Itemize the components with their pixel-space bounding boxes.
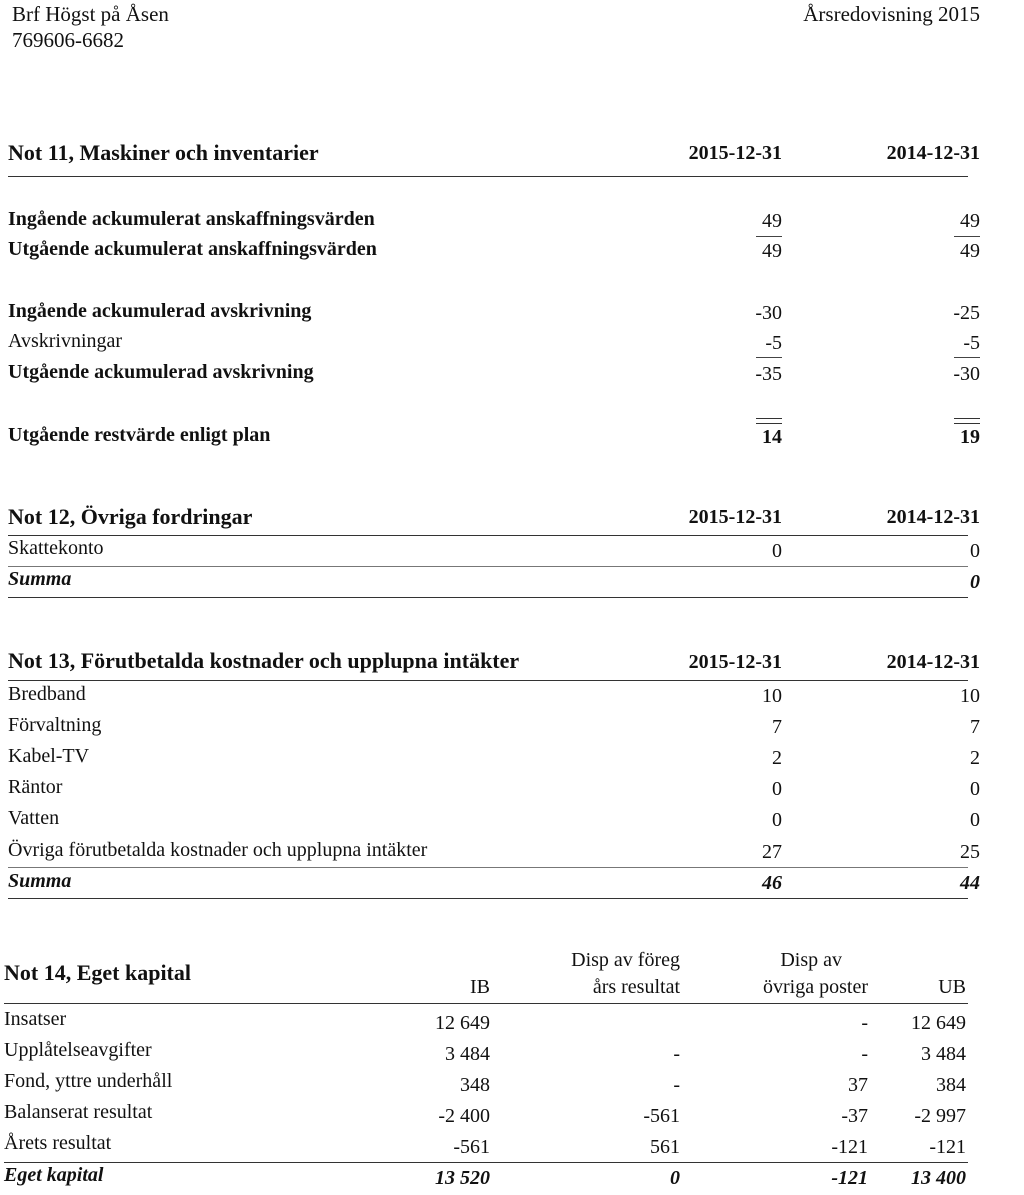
note-12-summa-label: Summa [8,568,72,590]
note-14-col-disp1-line1: Disp av föreg [571,949,680,971]
note-14-total-disp1: 0 [670,1167,680,1189]
note-14-title: Not 14, Eget kapital [4,960,191,985]
note-13-row-value-2014: 25 [960,841,980,863]
note-14-col-disp2-line2: övriga poster [763,976,868,998]
note-11-row-label: Ingående ackumulerat anskaffningsvärden [8,208,375,230]
org-name: Brf Högst på Åsen [12,2,169,26]
note-14-row-ub: -2 997 [914,1105,966,1127]
note-14-row-disp1: 561 [650,1136,680,1158]
note-13-row-label: Övriga förutbetalda kostnader och upplupna intäkter [8,839,428,861]
double-rule [756,418,782,424]
note-13-row-value-2014: 2 [970,747,980,769]
note-12-row-label: Skattekonto [8,537,104,559]
subtotal-rule [954,357,980,358]
note-11-row-value-2015: 14 [762,426,782,448]
note-14-total-label: Eget kapital [4,1164,104,1186]
note-13-col-2014: 2014-12-31 [886,651,980,673]
note-11-row-label: Utgående ackumulerad avskrivning [8,361,314,383]
note-14-col-ub: UB [938,976,966,998]
note-13-row-label: Räntor [8,776,63,798]
note-13-col-2015: 2015-12-31 [688,651,782,673]
note-12-title: Not 12, Övriga fordringar [8,504,253,529]
note-13-row-label: Förvaltning [8,714,102,736]
note-13-row-value-2015: 7 [772,716,782,738]
note-11-row-value-2015: 49 [762,210,782,232]
note-14-row-ub: 3 484 [921,1043,966,1065]
note-12-header-rule [8,535,968,536]
note-11-title: Not 11, Maskiner och inventarier [8,140,319,165]
note-14-total-ib: 13 520 [435,1167,490,1189]
note-11-row-value-2014: 49 [960,240,980,262]
note-13-row-value-2015: 10 [762,685,782,707]
org-number: 769606-6682 [12,28,124,52]
note-11-row-label: Utgående ackumulerat anskaffningsvärden [8,238,377,260]
note-13-row-value-2015: 0 [772,809,782,831]
note-14-row-label: Balanserat resultat [4,1101,153,1123]
row-rule [8,566,968,567]
note-13-row-value-2014: 0 [970,809,980,831]
note-13-row-value-2014: 7 [970,716,980,738]
note-14-row-disp2: -37 [841,1105,868,1127]
note-11-row-label: Utgående restvärde enligt plan [8,424,271,446]
note-14-row-ub: -121 [929,1136,966,1158]
note-11-row-value-2014: 49 [960,210,980,232]
note-13-row-value-2015: 2 [772,747,782,769]
note-14-total-disp2: -121 [831,1167,868,1189]
subtotal-rule [756,357,782,358]
note-11-header-rule [8,176,968,177]
note-14-col-disp1-line2: års resultat [592,976,680,998]
note-11-row-value-2014: -25 [953,302,980,324]
note-11-row-value-2015: -5 [765,332,782,354]
note-12-row-value-2014: 0 [970,540,980,562]
note-11-row-value-2014: 19 [960,426,980,448]
subtotal-rule [756,236,782,237]
note-13-row-label: Vatten [8,807,60,829]
note-14-row-disp1: - [673,1074,680,1096]
note-14-row-disp1: -561 [643,1105,680,1127]
note-14-row-label: Insatser [4,1008,67,1030]
note-11-col-2014: 2014-12-31 [886,142,980,164]
note-14-row-disp2: - [861,1012,868,1034]
note-11-row-label: Avskrivningar [8,330,123,352]
note-13-header-rule [8,680,968,681]
row-rule [8,867,968,868]
note-14-row-label: Årets resultat [4,1132,112,1154]
note-14-row-ib: 3 484 [445,1043,490,1065]
note-14-row-ib: -561 [453,1136,490,1158]
note-13-bottom-rule [8,898,968,899]
doc-title: Årsredovisning 2015 [803,2,980,26]
note-14-row-label: Fond, yttre underhåll [4,1070,173,1092]
note-13-title: Not 13, Förutbetalda kostnader och upplupna intäkter [8,648,520,673]
note-13-summa-2014: 44 [960,872,980,894]
note-12-bottom-rule [8,597,968,598]
note-12-summa-2014: 0 [970,571,980,593]
note-14-row-disp2: 37 [848,1074,868,1096]
note-14-row-ib: 12 649 [435,1012,490,1034]
note-11-row-value-2015: -30 [755,302,782,324]
note-13-summa-label: Summa [8,870,72,892]
note-11-row-value-2015: 49 [762,240,782,262]
double-rule [954,418,980,424]
note-14-row-ib: 348 [460,1074,490,1096]
note-12-row-value-2015: 0 [772,540,782,562]
note-14-row-disp2: -121 [831,1136,868,1158]
note-14-row-ib: -2 400 [438,1105,490,1127]
note-13-row-value-2014: 10 [960,685,980,707]
note-14-row-ub: 12 649 [911,1012,966,1034]
note-11-row-label: Ingående ackumulerad avskrivning [8,300,312,322]
note-14-row-ub: 384 [936,1074,966,1096]
note-13-row-label: Bredband [8,683,86,705]
note-14-row-disp1: - [673,1043,680,1065]
note-11-row-value-2015: -35 [755,363,782,385]
note-12-col-2014: 2014-12-31 [886,506,980,528]
note-11-row-value-2014: -5 [963,332,980,354]
note-12-col-2015: 2015-12-31 [688,506,782,528]
note-14-col-disp2-line1: Disp av [780,949,842,971]
note-13-row-label: Kabel-TV [8,745,90,767]
note-11-col-2015: 2015-12-31 [688,142,782,164]
note-11-row-value-2014: -30 [953,363,980,385]
note-13-summa-2015: 46 [762,872,782,894]
note-14-header-rule [4,1003,968,1004]
row-rule [4,1162,968,1163]
note-14-row-disp2: - [861,1043,868,1065]
note-14-row-label: Upplåtelseavgifter [4,1039,152,1061]
note-14-total-ub: 13 400 [911,1167,966,1189]
note-13-row-value-2014: 0 [970,778,980,800]
note-13-row-value-2015: 27 [762,841,782,863]
note-13-row-value-2015: 0 [772,778,782,800]
subtotal-rule [954,236,980,237]
note-14-col-ib: IB [470,976,490,998]
